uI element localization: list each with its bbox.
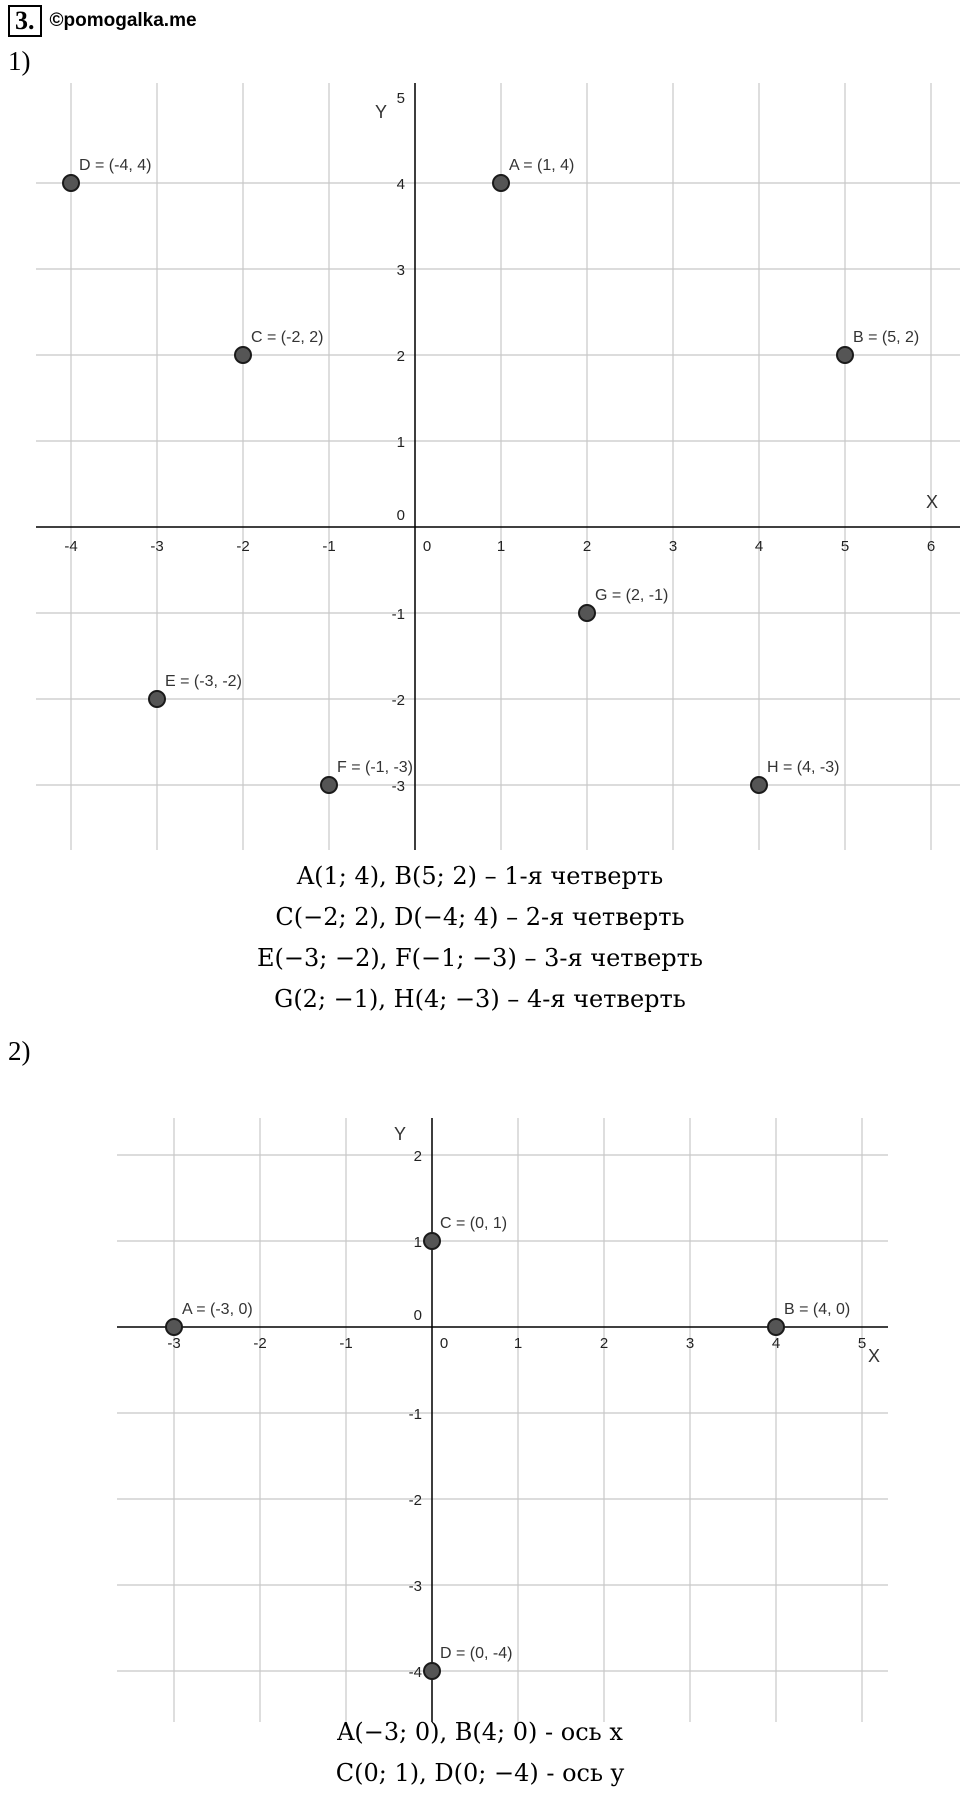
point-label-B: B = (4, 0) [784, 1301, 851, 1318]
point-F [321, 777, 337, 793]
y-axis-label: Y [375, 102, 388, 122]
point-label-E: E = (-3, -2) [165, 673, 242, 690]
x-tick-label: 2 [582, 538, 592, 555]
y-tick-label: -2 [391, 692, 405, 709]
point-E [149, 691, 165, 707]
y-tick-label: 1 [413, 1234, 422, 1251]
answers-part-2 [0, 1712, 960, 1794]
point-D [424, 1663, 440, 1679]
watermark: ©pomogalka.me [49, 10, 197, 31]
chart-part-2 [0, 1105, 960, 1715]
answer-line: E(−3; −2), F(−1; −3) – 3-я четверть [256, 944, 703, 972]
point-label-C: C = (-2, 2) [251, 329, 324, 346]
y-tick-label: 0 [413, 1307, 422, 1324]
problem-number: 3. [8, 5, 42, 37]
point-label-H: H = (4, -3) [767, 759, 840, 776]
x-tick-label: 0 [422, 538, 432, 555]
point-D [63, 175, 79, 191]
point-label-D: D = (0, -4) [440, 1645, 513, 1662]
x-tick-label: -3 [150, 538, 164, 555]
answer-line: A(−3; 0), B(4; 0) - ось x [337, 1718, 623, 1746]
answer-line: C(−2; 2), D(−4; 4) – 2-я четверть [275, 903, 685, 931]
y-tick-label: 2 [413, 1148, 422, 1165]
x-tick-label: 5 [857, 1335, 867, 1352]
point-label-C: C = (0, 1) [440, 1215, 508, 1232]
y-tick-label: 0 [396, 507, 405, 524]
y-axis-label: Y [394, 1124, 407, 1144]
x-tick-label: 0 [439, 1335, 449, 1352]
x-tick-label: 4 [754, 538, 764, 555]
x-tick-label: 5 [840, 538, 850, 555]
y-tick-label: -3 [391, 778, 405, 795]
point-label-D: D = (-4, 4) [79, 157, 152, 174]
answers-part-1 [0, 856, 960, 1020]
y-tick-label: 2 [396, 348, 405, 365]
point-G [579, 605, 595, 621]
point-A [166, 1319, 182, 1335]
y-tick-label: -1 [391, 606, 405, 623]
point-label-G: G = (2, -1) [595, 587, 669, 604]
x-tick-label: -2 [253, 1335, 267, 1352]
point-B [768, 1319, 784, 1335]
x-axis-label: X [926, 492, 939, 512]
x-tick-label: -4 [64, 538, 78, 555]
y-tick-label: 1 [396, 434, 405, 451]
point-C [235, 347, 251, 363]
part-1-label: 1) [8, 46, 31, 76]
part-2-label: 2) [8, 1036, 31, 1066]
x-tick-label: 2 [599, 1335, 609, 1352]
point-H [751, 777, 767, 793]
x-tick-label: 1 [496, 538, 506, 555]
point-C [424, 1233, 440, 1249]
point-B [837, 347, 853, 363]
x-tick-label: 1 [513, 1335, 523, 1352]
point-label-B: B = (5, 2) [853, 329, 920, 346]
chart-part-1 [0, 70, 960, 860]
point-label-A: A = (-3, 0) [182, 1301, 253, 1318]
x-tick-label: -1 [339, 1335, 353, 1352]
y-tick-label: -3 [408, 1578, 422, 1595]
y-tick-label: -4 [408, 1664, 422, 1681]
header [8, 6, 197, 36]
x-tick-label: 3 [685, 1335, 695, 1352]
answer-line: C(0; 1), D(0; −4) - ось y [335, 1759, 625, 1787]
x-tick-label: -2 [236, 538, 250, 555]
point-A [493, 175, 509, 191]
y-tick-label: 5 [396, 90, 405, 107]
x-tick-label: -1 [322, 538, 336, 555]
x-tick-label: 6 [926, 538, 936, 555]
y-tick-label: -2 [408, 1492, 422, 1509]
x-tick-label: 4 [771, 1335, 781, 1352]
x-axis-label: X [868, 1346, 881, 1366]
answer-line: G(2; −1), H(4; −3) – 4-я четверть [274, 985, 686, 1013]
y-tick-label: 3 [396, 262, 405, 279]
answer-line: A(1; 4), B(5; 2) – 1-я четверть [296, 862, 664, 890]
y-tick-label: -1 [408, 1406, 422, 1423]
x-tick-label: 3 [668, 538, 678, 555]
y-tick-label: 4 [396, 176, 405, 193]
x-tick-label: -3 [167, 1335, 181, 1352]
point-label-A: A = (1, 4) [509, 157, 575, 174]
point-label-F: F = (-1, -3) [337, 759, 414, 776]
